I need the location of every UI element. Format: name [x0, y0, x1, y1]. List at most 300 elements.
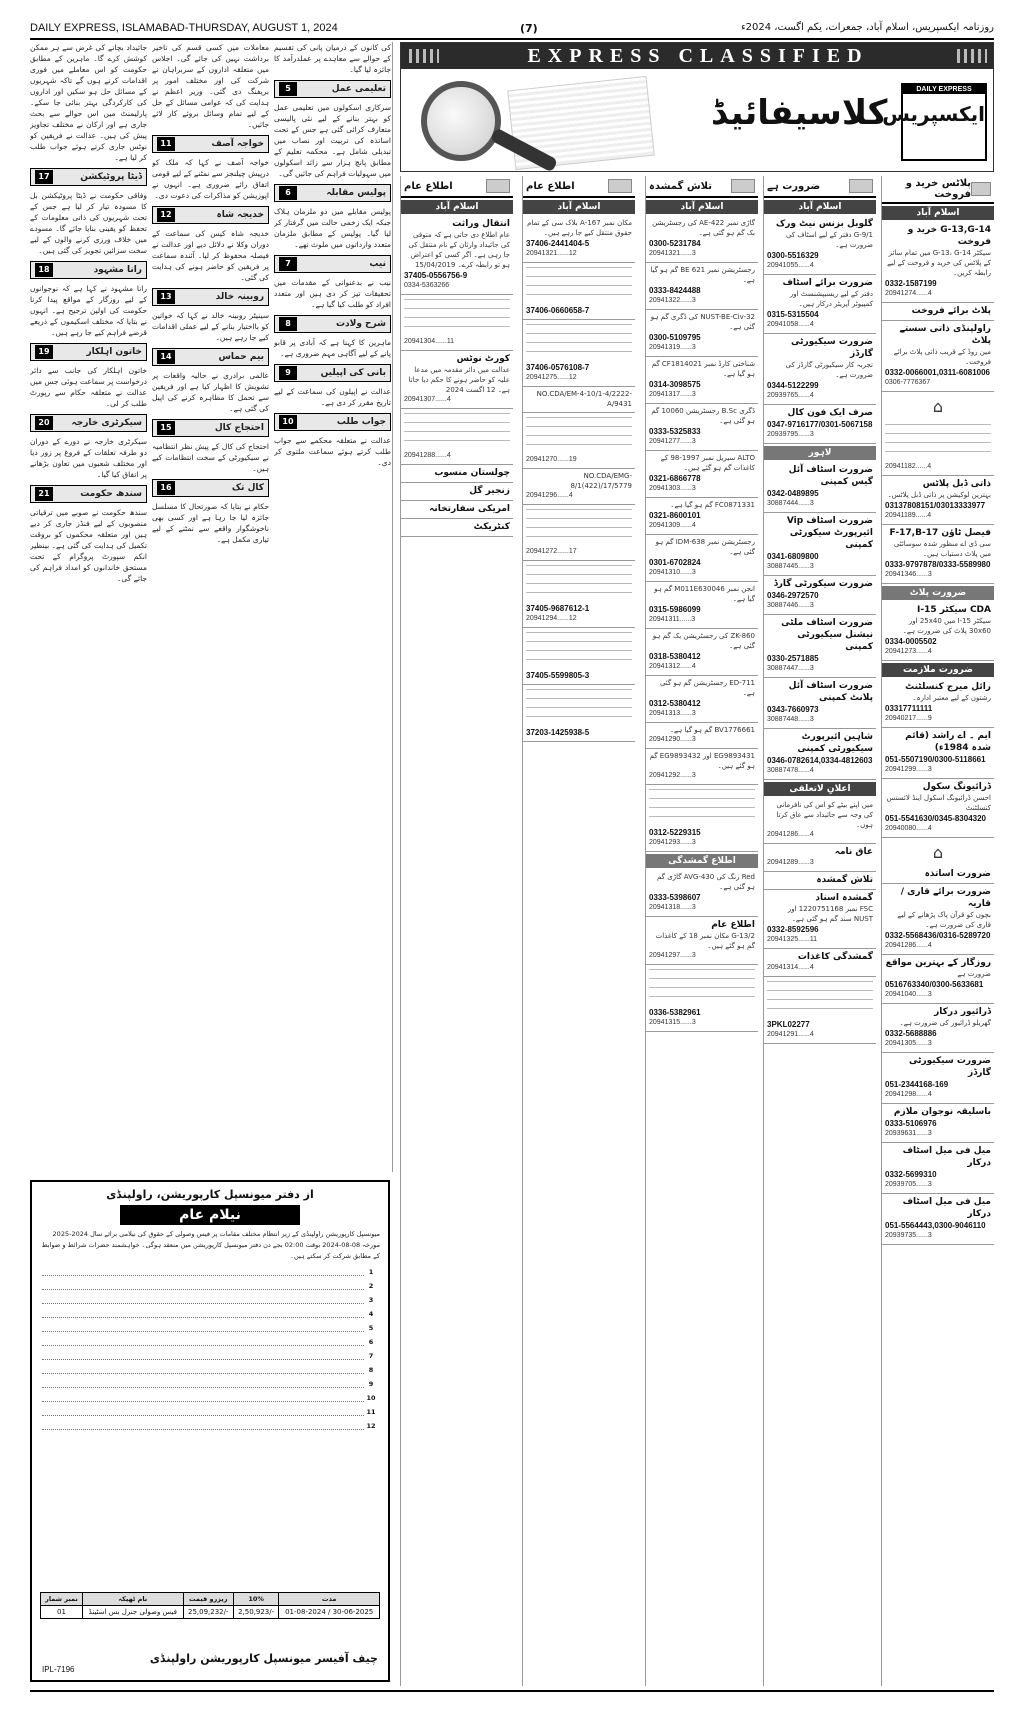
notice-term-text	[42, 1366, 364, 1374]
notice-term-text	[42, 1408, 364, 1416]
ad-heading: ضرورت سیکیورٹی گارڈز	[791, 337, 873, 359]
notice-term-number: 11	[366, 1408, 376, 1416]
classified-ad	[764, 462, 876, 513]
news-title: ڈیٹا پروٹیکشن	[80, 171, 142, 182]
news-headline	[274, 255, 391, 273]
news-body: رانا مشہود نے کہا ہے کہ نوجوانوں کے لیے روزگار کے مواقع پیدا کرنا حکومت کی اولین ترجیح ہے۔ انہوں نے بتایا کہ مختلف اسکیموں کے ذریعے قرضے فراہم کیے جا رہے ہیں۔	[30, 284, 147, 337]
ad-reference: 20941058......4	[767, 321, 814, 328]
classified-ad	[646, 451, 758, 498]
news-headline	[274, 413, 391, 431]
ad-body: ED-711 رجسٹریشن گم ہو گئی ہے۔	[659, 679, 755, 697]
classified-ad	[882, 884, 994, 955]
city-label: اسلام آباد	[523, 200, 635, 214]
ad-reference: 20940080......4	[885, 825, 932, 832]
ad-text-block	[526, 632, 632, 668]
news-body: خاتون اہلکار کی جانب سے دائر درخواست پر سماعت ہوئی جس میں عدالت نے متعلقہ حکام سے رپورٹ طلب کر لی۔	[30, 366, 147, 408]
notice-term	[42, 1378, 378, 1390]
news-headline	[152, 288, 269, 306]
ad-phone: 0333-5106976	[885, 1119, 937, 1128]
classified-ad	[882, 866, 994, 884]
city-label: لاہور	[764, 446, 876, 460]
ad-text-block	[526, 324, 632, 360]
ad-heading: ضرورت سیکیورٹی گارڈز	[909, 1056, 991, 1078]
ad-body: سی ڈی اے منظور شدہ سوسائٹی میں پلاٹ دستیاب ہیں۔	[893, 540, 991, 558]
ad-reference: 20939705......3	[885, 1181, 932, 1188]
ad-phone: 0332-5699310	[885, 1170, 937, 1179]
news-body: عدالت نے اپیلوں کی سماعت کے لیے تاریخ مقرر کر دی ہے۔	[274, 387, 391, 407]
classified-ad	[401, 409, 513, 465]
notice-term-text	[42, 1268, 364, 1276]
classified-heading-text: تلاش گمشدہ	[649, 180, 712, 192]
ad-body: مکان نمبر 167-A بلاک سی کے تمام حقوق منتقل کیے جا رہے ہیں۔	[527, 219, 632, 237]
news-number: 15	[157, 421, 175, 435]
classified-ad	[646, 498, 758, 535]
classified-ad	[401, 501, 513, 519]
notice-term-number: 5	[368, 1324, 374, 1332]
news-title: سندھ حکومت	[80, 488, 142, 499]
ad-heading: ضرورت برائے قاری / قاریہ	[900, 887, 991, 909]
ad-heading: فیصل ٹاؤن F-17,B-17	[889, 528, 991, 538]
classified-ad	[764, 678, 876, 729]
classified-heading-text: اطلاع عام	[526, 180, 575, 192]
ad-body: BV1776661 گم ہو گیا ہے۔	[669, 726, 755, 734]
ad-phone: 0341-6809800	[767, 552, 819, 561]
classified-ad	[882, 1104, 994, 1143]
ad-phone: 37406-2441404-5	[526, 239, 590, 248]
ad-heading: زنجیر گل	[469, 486, 510, 496]
ad-reference: 20941286......4	[885, 942, 932, 949]
ad-phone: 0318-5380412	[649, 652, 701, 661]
ad-text-block	[404, 413, 510, 449]
category-icon	[971, 182, 991, 196]
ad-heading: چولستان منسوب	[434, 468, 510, 478]
classified-ad	[882, 525, 994, 584]
notice-term	[42, 1364, 378, 1376]
notice-signature: چیف آفیسر میونسپل کارپوریشن راولپنڈی	[149, 1652, 378, 1665]
ad-reference: 20941317......3	[649, 391, 696, 398]
ad-text-block	[526, 267, 632, 303]
classified-ad	[764, 729, 876, 780]
ad-phone: 37405-0556756-9	[404, 271, 468, 280]
news-headline	[30, 485, 147, 503]
classified-ad	[401, 295, 513, 351]
ad-reference: 20941321......12	[526, 250, 577, 257]
ad-heading: کنٹریکٹ	[473, 522, 510, 532]
notice-term	[42, 1266, 378, 1278]
ad-body: بہترین لوکیشن پر ذاتی ڈبل پلاٹس۔	[887, 491, 991, 499]
ad-reference: 20941274......4	[885, 290, 932, 297]
notice-term-text	[42, 1338, 364, 1346]
ad-phone: 03137808151/03013333977	[885, 501, 986, 510]
classified-ad	[646, 310, 758, 357]
notice-term-number: 1	[368, 1268, 374, 1276]
classified-ad	[764, 216, 876, 275]
ad-phone: 0333-5398607	[649, 893, 701, 902]
ad-body: عام اطلاع دی جاتی ہے کہ متوفی کی جائیداد وارثان کے نام منتقل کی جا رہی ہے۔ اگر کسی کو اعتراض ہو تو رابطہ کرے۔ 15/04/2019	[408, 231, 510, 269]
classified-ad	[646, 582, 758, 629]
ad-reference: 20941272......17	[526, 548, 577, 555]
news-number: 7	[279, 257, 297, 271]
ad-text-block	[404, 299, 510, 335]
city-label: اعلانِ لاتعلقی	[764, 782, 876, 796]
classified-ad	[646, 723, 758, 749]
ad-reference: 20941319......3	[649, 344, 696, 351]
notice-issuer: از دفتر میونسپل کارپوریشن، راولپنڈی	[106, 1188, 314, 1201]
ad-phone: 0347-9716177/0301-5067158	[767, 420, 873, 429]
header-urdu-dateline: روزنامہ ایکسپریس، اسلام آباد، جمعرات، یکم اگست، 2024ء	[740, 22, 994, 33]
news-title: روبینہ خالد	[215, 291, 264, 302]
classified-ad	[646, 965, 758, 1032]
news-body: خدیجہ شاہ کیس کی سماعت کے دوران وکلا نے دلائل دیے اور عدالت نے فیصلہ محفوظ کر لیا۔ آئندہ سماعت پر فریقین کو حاضر ہونے کی ہدایت کی گئی۔	[152, 229, 269, 282]
ad-reference: 30887445......3	[767, 563, 814, 570]
notice-term-text	[42, 1310, 364, 1318]
classified-ad	[646, 917, 758, 965]
notice-term-text	[42, 1394, 364, 1402]
news-number: 16	[157, 481, 175, 495]
news-body: خواجہ آصف نے کہا کہ ملک کو درپیش چیلنجز سے نمٹنے کے لیے قومی اتفاق رائے ضروری ہے۔ انہوں نے اپوزیشن کو مذاکرات کی دعوت دی۔	[152, 158, 269, 200]
ad-reference: 20941346......3	[885, 571, 932, 578]
news-headline	[152, 479, 269, 497]
news-body: سرکاری اسکولوں میں تعلیمی عمل کو بہتر بنانے کے لیے نئی پالیسی متعارف کرائی گئی ہے جس کے تحت اساتذہ کی تربیت اور نصاب میں تبدیلی شامل ہے۔ محکمہ تعلیم کے مطابق پانچ ہزار سے زائد اسکولوں میں سہولیات فراہم کی جائیں گی۔	[274, 103, 391, 178]
classified-column-4	[522, 176, 635, 1686]
banner-urdu-title: کلاسیفائیڈ	[711, 93, 888, 133]
ad-reference: 30887446......3	[767, 602, 814, 609]
house-icon: ⌂	[932, 842, 944, 862]
ad-text-block	[885, 424, 991, 460]
ad-body: مین روڈ کے قریب ذاتی پلاٹ برائے فروخت۔	[893, 348, 991, 366]
ad-reference: 20941299......3	[885, 766, 932, 773]
classified-heading-text: پلاٹس خرید و فروخت	[905, 178, 972, 200]
notice-term-text	[42, 1324, 364, 1332]
ad-phone: 0333-8424488	[649, 286, 701, 295]
ad-phone: 3PKL02277	[767, 1020, 810, 1029]
notice-term-text	[42, 1422, 364, 1430]
ad-body: دفتر کے لیے ریسیپشنسٹ اور کمپیوٹر آپریٹر درکار ہیں۔	[789, 290, 873, 308]
ad-reference: 20941275......12	[526, 374, 577, 381]
classified-ad	[764, 798, 876, 844]
classified-ad	[523, 263, 635, 320]
news-number: 10	[279, 415, 297, 429]
news-title: نیب	[369, 258, 386, 269]
news-headline	[152, 419, 269, 437]
classified-ad	[882, 728, 994, 779]
news-headline	[30, 414, 147, 432]
classified-ad	[646, 676, 758, 723]
ad-body: گھریلو ڈرائیور کی ضرورت ہے۔	[899, 1019, 991, 1027]
classified-ad	[882, 1194, 994, 1245]
notice-term	[42, 1294, 378, 1306]
ad-text-block	[526, 565, 632, 601]
notice-term-number: 9	[368, 1380, 374, 1388]
notice-term	[42, 1420, 378, 1432]
ad-text-block	[526, 417, 632, 453]
news-title: جواب طلب	[336, 416, 386, 427]
ad-reference: 20941296......4	[526, 492, 573, 499]
classified-ad	[764, 405, 876, 444]
table-cell: 01-08-2024 / 30-06-2025	[279, 1606, 380, 1619]
ad-phone: 0332-5568436/0316-5289720	[885, 931, 991, 940]
ad-body: احسن ڈرائیونگ اسکول اینڈ لائسنس کنسلٹنٹ	[886, 794, 991, 812]
ad-phone: 0300-5231784	[649, 239, 701, 248]
ad-body: EG9893431 اور EG9893432 گم ہو گئے ہیں۔	[649, 752, 755, 770]
news-number: 8	[279, 317, 297, 331]
ad-heading: گلوبل بزنس نیٹ ورک	[775, 219, 873, 229]
news-body: سندھ حکومت نے صوبے میں ترقیاتی منصوبوں کے لیے فنڈز جاری کر دیے ہیں اور متعلقہ محکموں کو بروقت تکمیل کی ہدایت کی گئی ہے۔ بینظیر انکم سپورٹ پروگرام کے تحت مستحق خاندانوں کو امداد فراہم کی جائے گی۔	[30, 508, 147, 583]
ad-text-block	[526, 689, 632, 725]
header-english-dateline: DAILY EXPRESS, ISLAMABAD-THURSDAY, AUGUST 1, 2024	[30, 22, 338, 34]
notice-term	[42, 1406, 378, 1418]
ad-heading: میل فی میل اسٹاف درکار	[902, 1146, 991, 1168]
express-logo	[882, 83, 987, 161]
news-body: حکام نے بتایا کہ صورتحال کا مسلسل جائزہ لیا جا رہا ہے اور کسی بھی ناخوشگوار واقعے سے نمٹنے کے لیے تیاری مکمل ہے۔	[152, 502, 269, 544]
notice-term-number: 7	[368, 1352, 374, 1360]
classified-ad	[646, 749, 758, 785]
ad-phone: 0336-5382961	[649, 1008, 701, 1017]
ad-heading: پلاٹ برائے فروخت	[911, 306, 991, 316]
classified-ad	[764, 977, 876, 1044]
classified-column-1	[881, 176, 994, 1686]
news-column-right	[274, 42, 391, 1172]
classified-ad	[523, 685, 635, 742]
ad-reference: 20941270......19	[526, 456, 577, 463]
ad-phone: 051-5507190/0300-5118661	[885, 755, 986, 764]
ad-body: تجربہ کار سیکیورٹی گارڈز کی ضرورت ہے۔	[785, 361, 873, 379]
ad-heading: گمشدگی کاغذات	[797, 952, 873, 962]
ad-heading: ضرورت اسٹاف Vip ائیرپورٹ سیکورٹی کمپنی	[786, 516, 873, 550]
classified-ad	[882, 476, 994, 525]
ad-reference: 20941309......4	[649, 522, 696, 529]
news-body: جائیداد بچانے کی غرض سے ہر ممکن کوشش کرے گا۔ ماہرین کے مطابق حکومت کو اس معاملے میں فوری اقدامات کرنے ہوں گے تاکہ شہریوں کے مسائل حل ہو سکیں اور اداروں کی کارکردگی بہتر بنائی جا سکے۔ پارلیمنٹ میں اس حوالے سے بحث جاری ہے اور ارکان نے مختلف تجاویز پیش کی ہیں۔ عدالت نے فریقین کو نوٹس جاری کرتے ہوئے جواب طلب کر لیا ہے۔	[30, 43, 147, 162]
ad-reference: 20941321......3	[649, 250, 696, 257]
classified-ad	[882, 1004, 994, 1053]
ad-phone: 0300-5109795	[649, 333, 701, 342]
ad-reference: 20939795......3	[767, 431, 814, 438]
ad-heading: ضرورت اسٹاف آئل پلانٹ کمپنی	[788, 681, 873, 703]
notice-term-number: 6	[368, 1338, 374, 1346]
classified-ad	[646, 404, 758, 451]
classified-ad	[882, 321, 994, 392]
classified-ad	[523, 469, 635, 505]
table-header-cell: ریزرو قیمت	[183, 1593, 233, 1606]
ad-heading: ڈرائیور درکار	[934, 1007, 991, 1017]
news-headline	[152, 135, 269, 153]
classified-ad	[764, 334, 876, 405]
classified-ad	[882, 779, 994, 838]
ad-reference: 20939765......4	[767, 392, 814, 399]
ad-reference: 20939735......3	[885, 1232, 932, 1239]
classified-ad	[523, 387, 635, 413]
ad-reference: 20941298......4	[885, 1091, 932, 1098]
ad-body: سیکٹر I-15 میں 25x40 اور 30x60 پلاٹ کی ضرورت ہے۔	[902, 617, 991, 635]
news-title: خواجہ آصف	[211, 138, 264, 149]
logo-english: DAILY EXPRESS	[903, 85, 985, 94]
ad-heading: باسلیقہ نوجوان ملازم	[893, 1107, 991, 1117]
notice-term-text	[42, 1352, 364, 1360]
ad-body: ALTO سیریل نمبر 1997-98 کے کاغذات گم ہو گئے ہیں۔	[660, 454, 755, 472]
classified-ad	[646, 870, 758, 917]
classified-ad	[401, 216, 513, 295]
classified-ad	[646, 629, 758, 676]
ad-phone: 37405-9687612-1	[526, 604, 590, 613]
ad-reference: 20941325......11	[767, 936, 818, 943]
notice-term-number: 2	[368, 1282, 374, 1290]
news-headline	[30, 343, 147, 361]
ad-phone: 0315-5315504	[767, 310, 819, 319]
ad-reference: 20941292......3	[649, 772, 696, 779]
banner-title: EXPRESS CLASSIFIED	[527, 45, 869, 67]
table-header-cell: 10%	[233, 1593, 279, 1606]
ad-phone: 0332-8592596	[767, 925, 819, 934]
ad-text-block	[649, 789, 755, 825]
ad-phone: 0312-5229315	[649, 828, 701, 837]
ad-heading: روزگار کے بہترین مواقع	[885, 958, 991, 968]
ad-phone: 0333-9797878/0333-5589980	[885, 560, 991, 569]
notice-term-number: 4	[368, 1310, 374, 1318]
ad-heading: ڈرائیونگ سکول	[922, 782, 991, 792]
news-number: 12	[157, 208, 175, 222]
classified-ad	[523, 628, 635, 685]
ad-reference: 20941313......3	[649, 710, 696, 717]
table-cell: فیس وصولی جنرل بس اسٹینڈ	[82, 1606, 183, 1619]
classified-ad	[523, 561, 635, 628]
ad-phone: 0314-3098575	[649, 380, 701, 389]
news-number: 18	[35, 263, 53, 277]
ad-reference: 20941288......4	[404, 452, 451, 459]
ad-body: رشتوں کے لیے معتبر ادارہ۔	[912, 694, 991, 702]
notice-term-number: 3	[368, 1296, 374, 1304]
ad-text-block	[649, 969, 755, 1005]
classified-column-heading	[646, 176, 758, 198]
ad-phone: 0332-0066001,0311-6081006	[885, 368, 990, 377]
classified-banner	[400, 42, 994, 172]
ad-phone: 03317711111	[885, 704, 933, 713]
ad-reference: 20941277......3	[649, 438, 696, 445]
ad-phone: 0300-5516329	[767, 251, 819, 260]
notice-term	[42, 1308, 378, 1320]
ad-phone: 051-5564443,0300-9046110	[885, 1221, 986, 1230]
news-headline	[274, 364, 391, 382]
ad-body: عدالت میں دائر مقدمہ میں مدعا علیہ کو حاضر ہونے کا حکم دیا جاتا ہے۔ 12 اگست 2024	[408, 366, 510, 394]
news-title: خدیجہ شاہ	[216, 209, 264, 220]
classified-column-3	[645, 176, 758, 1686]
news-body: ماہرین کا کہنا ہے کہ آبادی پر قابو پانے کے لیے آگاہی مہم ضروری ہے۔	[274, 338, 391, 358]
classified-ad	[764, 844, 876, 872]
news-body: عدالت نے متعلقہ محکمے سے جواب طلب کرتے ہوئے سماعت ملتوی کر دی۔	[274, 436, 391, 467]
ad-reference: 20941291......4	[767, 1031, 814, 1038]
ad-reference: 20941189......4	[885, 512, 932, 519]
notice-term-number: 10	[366, 1394, 376, 1402]
ad-heading: ضرورت برائے اسٹاف	[782, 278, 873, 288]
notice-term-text	[42, 1296, 364, 1304]
city-label: اسلام آباد	[646, 200, 758, 214]
ad-reference: 20941182......4	[885, 463, 932, 470]
ad-phone: 37406-0576108-7	[526, 363, 590, 372]
notice-heading: نیلام عام	[120, 1205, 300, 1225]
ad-heading: ایم ۔ اے راشد (قائم شدہ 1984ء)	[905, 731, 991, 753]
house-icon: ⌂	[932, 396, 944, 416]
ad-body: گاڑی نمبر AE-422 کی رجسٹریشن بک گم ہو گئی ہے۔	[652, 219, 755, 237]
classified-ad	[764, 513, 876, 576]
news-title: پولیس مقابلہ	[326, 187, 386, 198]
news-title: کال تک	[231, 482, 264, 493]
ad-phone: 0342-0489895	[767, 489, 819, 498]
city-label: ضرورت ملازمت	[882, 663, 994, 677]
notice-terms-list	[32, 1266, 388, 1432]
ad-body: انجن نمبر M011E630046 گم ہو گیا ہے۔	[654, 585, 755, 603]
classified-ad	[882, 602, 994, 661]
ad-reference: 20941290......3	[649, 736, 696, 743]
classified-ad	[401, 351, 513, 409]
notice-ipl-code: IPL-7196	[42, 1665, 75, 1674]
news-headline	[30, 168, 147, 186]
page-number: (7)	[520, 22, 538, 35]
news-headline	[152, 348, 269, 366]
ad-body: NUST-BE-Civ-32 کی ڈگری گم ہو گئی ہے۔	[650, 313, 755, 331]
ad-heading: G-13,G-14 خرید و فروخت	[907, 225, 991, 247]
classified-column-heading	[764, 176, 876, 198]
news-headline	[274, 80, 391, 98]
ad-body: Red رنگ کی AVG-430 گاڑی گم ہو گئی ہے۔	[657, 873, 755, 891]
ad-phone: 051-2344168-169	[885, 1080, 949, 1089]
classified-ad	[646, 357, 758, 404]
classified-ad	[523, 505, 635, 561]
news-title: خاتون اہلکار	[86, 346, 142, 357]
ad-phone: 0333-5325833	[649, 427, 701, 436]
category-icon	[731, 179, 755, 193]
category-icon	[486, 179, 510, 193]
news-number: 14	[157, 350, 175, 364]
ad-heading: امریکی سفارتخانہ	[429, 504, 510, 514]
ad-phone: 0343-7660973	[767, 705, 819, 714]
ad-phone: 0346-0782614,0334-4812603	[767, 756, 873, 765]
classified-column-heading	[882, 176, 994, 204]
city-label: ضرورت پلاٹ	[882, 586, 994, 600]
ad-phone: 0301-6702824	[649, 558, 701, 567]
classified-ad	[882, 222, 994, 303]
ad-body: NO.CDA/EMG-8/1(422)/17/5779	[570, 472, 632, 490]
news-column-left	[30, 42, 147, 1172]
notice-term	[42, 1280, 378, 1292]
ad-reference: 30887447......3	[767, 665, 814, 672]
top-rule	[30, 38, 994, 40]
news-number: 13	[157, 290, 175, 304]
news-number: 5	[279, 82, 297, 96]
logo-urdu: ایکسپریس	[882, 102, 985, 126]
ad-heading: ضرورت اساتذہ	[924, 869, 991, 879]
ad-phone: 0321-8600101	[649, 511, 701, 520]
classified-ad	[646, 535, 758, 582]
classified-ad	[646, 263, 758, 310]
classified-ad	[882, 679, 994, 728]
classified-column-2	[763, 176, 876, 1686]
ad-body: رجسٹریشن نمبر BE 621 گم ہو گیا ہے۔	[650, 266, 755, 284]
ad-body: ضرورت ہے	[957, 970, 991, 978]
news-body: عالمی برادری نے حالیہ واقعات پر تشویش کا اظہار کیا ہے اور فریقین سے تحمل کا مظاہرہ کرنے کی اپیل کی گئی ہے۔	[152, 371, 269, 413]
ad-phone: 0315-5986099	[649, 605, 701, 614]
ad-body: ڈگری B.Sc رجسٹریشن 10060 گم ہو گئی ہے۔	[651, 407, 755, 425]
ad-heading: میل فی میل اسٹاف درکار	[902, 1197, 991, 1219]
table-cell: 2,50,923/-	[233, 1606, 279, 1619]
ad-phone: 37203-1425938-5	[526, 728, 590, 737]
ad-body: ZK-860 کی رجسٹریشن بک گم ہو گئی ہے۔	[652, 632, 755, 650]
classified-ad	[764, 872, 876, 890]
ad-text-block	[767, 981, 873, 1017]
ad-heading: CDA سیکٹر I-15	[917, 605, 991, 615]
bottom-rule	[30, 1690, 994, 1692]
classified-ad	[764, 275, 876, 334]
ad-reference: 20941273......4	[885, 648, 932, 655]
ad-body: G-9/1 دفتر کے لیے اسٹاف کی ضرورت ہے۔	[785, 231, 873, 249]
